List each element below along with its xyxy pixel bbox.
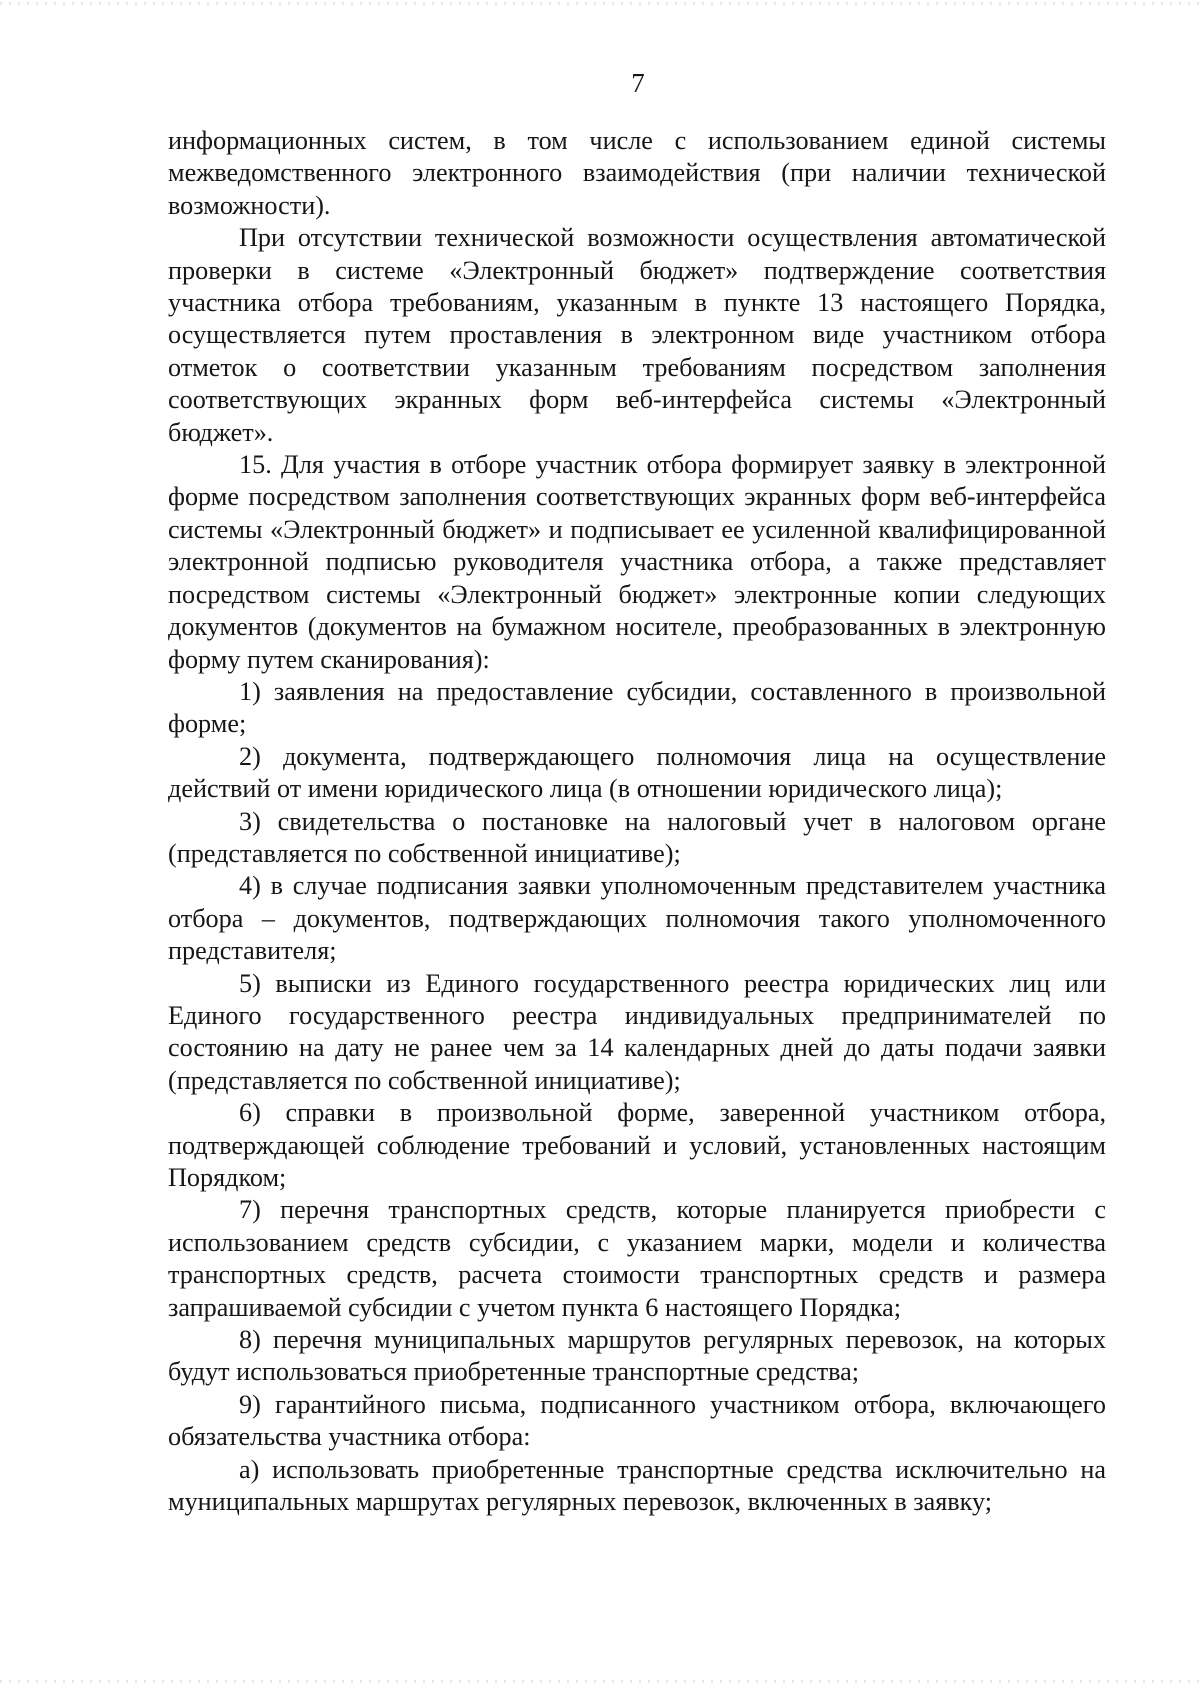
document-body [168,125,1106,1518]
scan-edge-bottom [0,1680,1200,1683]
list-item-1: 1) заявления на предоставление субсидии, составленного в произвольной форме; [168,676,1106,739]
list-item-8: 8) перечня муниципальных маршрутов регулярных перевозок, на которых будут использоваться приобретенные транспортные средства; [168,1325,1106,1387]
list-item-9: 9) гарантийного письма, подписанного участником отбора, включающего обязательства участника отбора: [168,1389,1106,1452]
paragraph-continuation: информационных систем, в том числе с использованием единой системы межведомственного электронного взаимодействия (при наличии технической возможности). [168,126,1106,220]
list-item-7: 7) перечня транспортных средств, которые планируется приобрести с использованием средств субсидии, с указанием марки, модели и количества транспортных средств, расчета стоимости транспортных средств и размера запрашиваемой субсидии с учетом пункта 6 настоящего Порядка; [168,1195,1106,1322]
list-item-2: 2) документа, подтверждающего полномочия лица на осуществление действий от имени юридического лица (в отношении юридического лица); [168,741,1106,804]
list-item-5: 5) выписки из Единого государственного реестра юридических лиц или Единого государственного реестра индивидуальных предпринимателей по состоянию на дату не ранее чем за 14 календарных дней до даты подачи заявки (представляется по собственной инициативе); [168,968,1106,1095]
scan-edge-top [0,2,1200,5]
list-item-6: 6) справки в произвольной форме, заверенной участником отбора, подтверждающей соблюдение требований и условий, установленных настоящим Порядком; [168,1098,1106,1192]
page-number: 7 [631,68,645,98]
paragraph-auto-check: При отсутствии технической возможности осуществления автоматической проверки в системе «Электронный бюджет» подтверждение соответствия участника отбора требованиям, указанным в пункте 13 настоящего Порядка, осуществляется путем проставления в электронном виде участником отбора отметок о соответствии указанным требованиям посредством заполнения соответствующих экранных форм веб-интерфейса системы «Электронный бюджет». [168,223,1106,447]
list-item-3: 3) свидетельства о постановке на налоговый учет в налоговом органе (представляется по собственной инициативе); [168,806,1106,868]
list-item-4: 4) в случае подписания заявки уполномоченным представителем участника отбора – документов, подтверждающих полномочия такого уполномоченного представителя; [168,871,1106,966]
paragraph-clause-15: 15. Для участия в отборе участник отбора формирует заявку в электронной форме посредством заполнения соответствующих экранных форм веб-интерфейса системы «Электронный бюджет» и подписывает ее усиленной квалифицированной электронной подписью руководителя участника отбора, а также представляет посредством системы «Электронный бюджет» электронные копии следующих документов (документов на бумажном носителе, преобразованных в электронную форму путем сканирования): [168,450,1106,674]
sub-item-a: а) использовать приобретенные транспортные средства исключительно на муниципальных маршрутах регулярных перевозок, включенных в заявку; [168,1454,1106,1517]
